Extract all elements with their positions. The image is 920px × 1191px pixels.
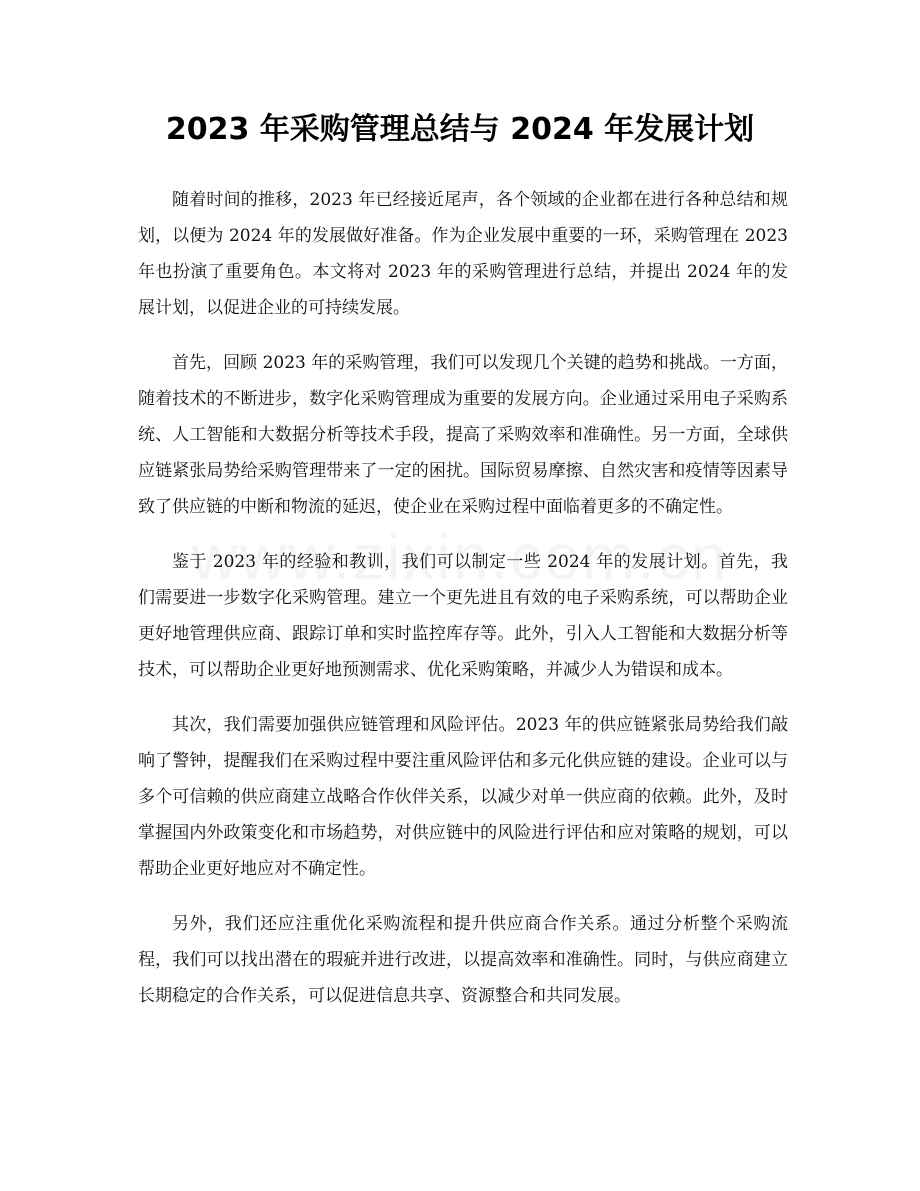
document-body xyxy=(138,182,788,1033)
paragraph-1: 随着时间的推移，2023 年已经接近尾声，各个领域的企业都在进行各种总结和规划，以便为 2024 年的发展做好准备。作为企业发展中重要的一环，采购管理在 2023 年也扮演了重要角色。本文将对 2023 年的采购管理进行总结，并提出 2024 年的发展计划，以促进企业的可持续发展。 xyxy=(138,190,788,318)
paragraph-4: 其次，我们需要加强供应链管理和风险评估。2023 年的供应链紧张局势给我们敲响了警钟，提醒我们在采购过程中要注重风险评估和多元化供应链的建设。企业可以与多个可信赖的供应商建立战略合作伙伴关系，以减少对单一供应商的依赖。此外，及时掌握国内外政策变化和市场趋势，对供应链中的风险进行评估和应对策略的规划，可以帮助企业更好地应对不确定性。 xyxy=(138,715,788,879)
paragraph-5: 另外，我们还应注重优化采购流程和提升供应商合作关系。通过分析整个采购流程，我们可以找出潜在的瑕疵并进行改进，以提高效率和准确性。同时，与供应商建立长期稳定的合作关系，可以促进信息共享、资源整合和共同发展。 xyxy=(138,914,788,1006)
document-title: 2023 年采购管理总结与 2024 年发展计划 xyxy=(165,112,755,147)
paragraph-2: 首先，回顾 2023 年的采购管理，我们可以发现几个关键的趋势和挑战。一方面，随着技术的不断进步，数字化采购管理成为重要的发展方向。企业通过采用电子采购系统、人工智能和大数据分析等技术手段，提高了采购效率和准确性。另一方面，全球供应链紧张局势给采购管理带来了一定的困扰。国际贸易摩擦、自然灾害和疫情等因素导致了供应链的中断和物流的延迟，使企业在采购过程中面临着更多的不确定性。 xyxy=(138,353,788,517)
paragraph-3: 鉴于 2023 年的经验和教训，我们可以制定一些 2024 年的发展计划。首先，我们需要进一步数字化采购管理。建立一个更先进且有效的电子采购系统，可以帮助企业更好地管理供应商、跟踪订单和实时监控库存等。此外，引入人工智能和大数据分析等技术，可以帮助企业更好地预测需求、优化采购策略，并减少人为错误和成本。 xyxy=(138,552,788,680)
